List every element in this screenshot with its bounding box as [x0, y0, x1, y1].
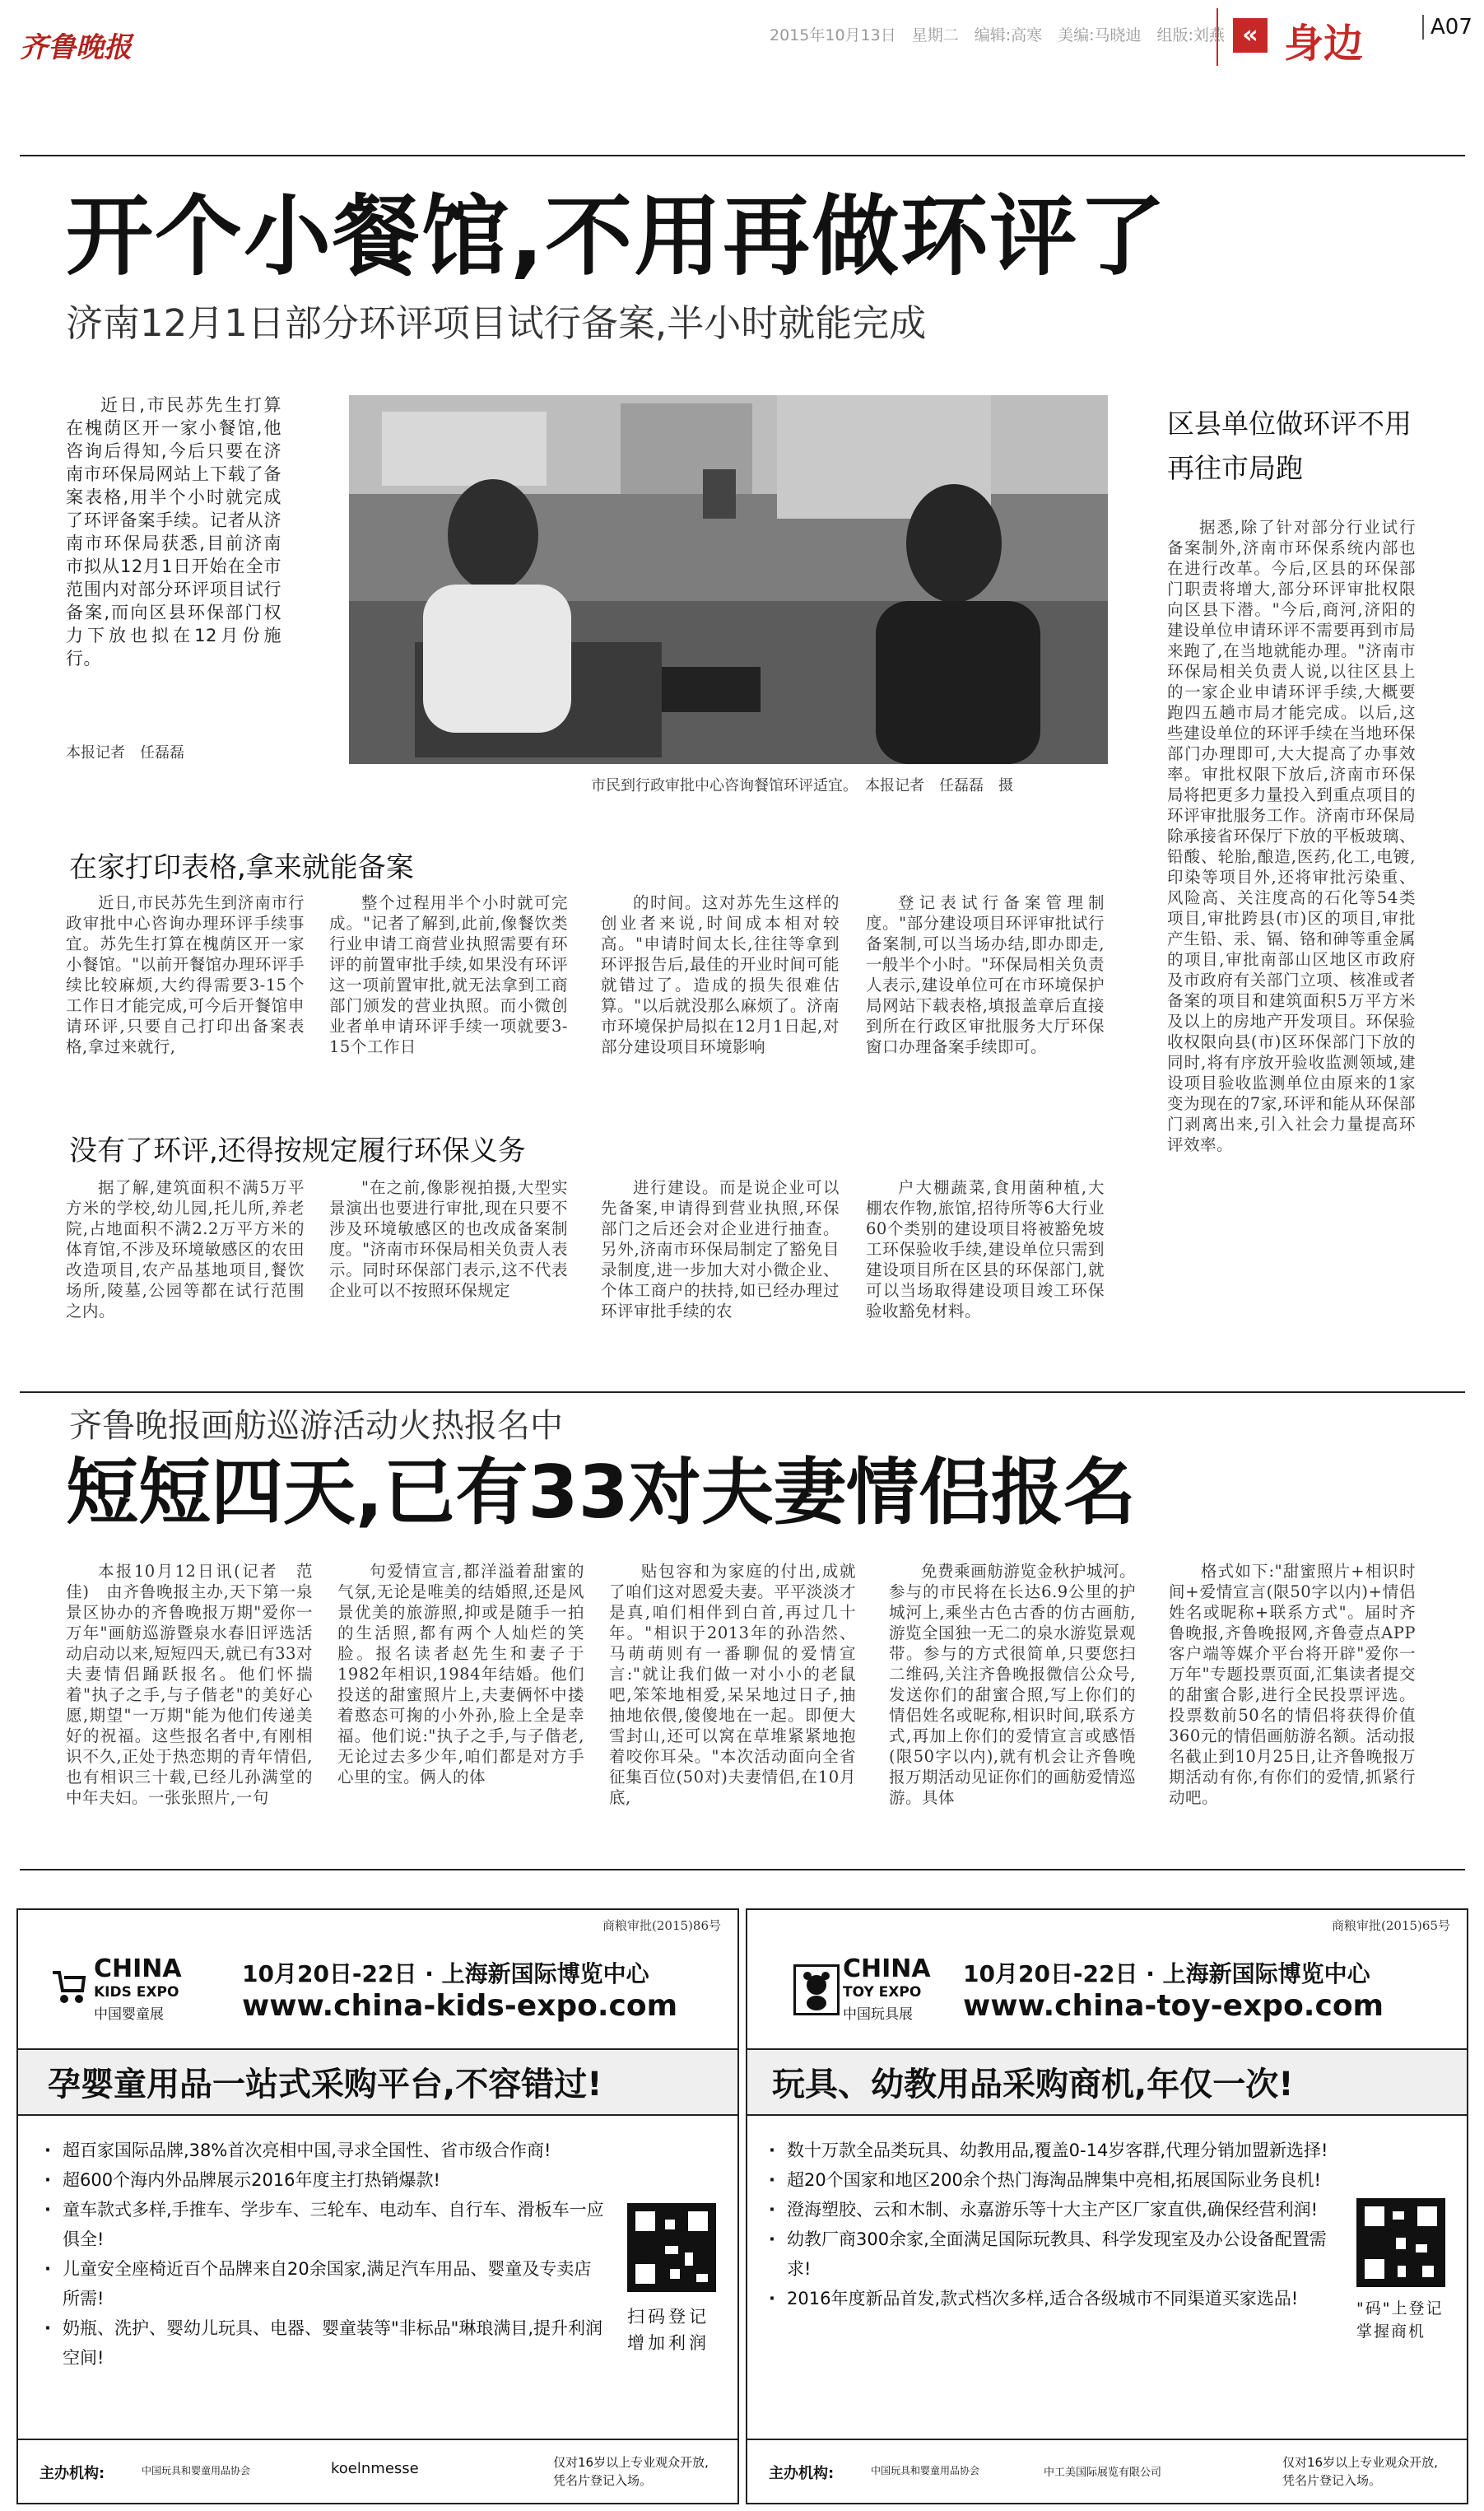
sec2-col-3: [601, 892, 840, 1131]
story2-col-2: [337, 1561, 584, 1857]
subhead: 济南12月1日部分环评项目试行备案,半小时就能完成: [66, 301, 927, 345]
sec3-col-2: [329, 1177, 568, 1375]
ad-kids-expo: [16, 1908, 739, 2504]
sec2-col-4: [866, 892, 1105, 1131]
story2-col-4: [889, 1561, 1136, 1857]
office-scene-image: [349, 395, 1108, 764]
sec2-text-4: 登记表试行备案管理制度。"部分建设项目环评审批试行备案制,可以当场办结,即办即走,一般半个小时。"环保局相关负责人表示,建设单位可在市环境保护局网站下载表格,填报盖章后直接到所在行政区审批服务大厅环保窗口办理备案手续即可。: [866, 893, 1105, 1056]
story2-text-2: 句爱情宣言,都洋溢着甜蜜的气氛,无论是唯美的结婚照,还是风景优美的旅游照,抑或是随手一拍的生活照,都有两个人灿烂的笑脸。报名读者赵先生和妻子于1982年相识,1984年结婚。他们投送的甜蜜照片上,夫妻俩怀中搂着憨态可掬的小外孙,脸上全是幸福。他们说:"执子之手,与子偕老,无论过去多少年,咱们都是对方手心里的宝。俩人的体: [337, 1562, 584, 1787]
story2-headline: 短短四天,已有33对夫妻情侣报名: [66, 1450, 1136, 1535]
logo-text-cn: 中国玩具展: [843, 2006, 913, 2023]
list-item: · 超百家国际品牌,38%首次亮相中国,寻求全国性、省市级合作商!: [40, 2136, 607, 2165]
side-column: [1167, 517, 1416, 1357]
list-item: · 超20个国家和地区200余个热门海淘品牌集中亮相,拓展国际业务良机!: [764, 2165, 1332, 2195]
photo-caption: 市民到行政审批中心咨询餐馆环评适宜。 本报记者 任磊磊 摄: [591, 777, 1013, 794]
qr-caption: 扫码登记增加利润: [627, 2307, 709, 2353]
logo-text-top: CHINA: [94, 1954, 182, 1983]
section-tab: [1217, 8, 1412, 66]
sec3-col-4: [866, 1177, 1105, 1375]
logo-text-mid: TOY EXPO: [843, 1984, 922, 2001]
ad-url[interactable]: www.china-toy-expo.com: [963, 1989, 1384, 2023]
ad-entry-note: 仅对16岁以上专业观众开放,凭名片登记入场。: [1282, 2455, 1438, 2488]
story2-col-3: [609, 1561, 856, 1857]
list-item: · 儿童安全座椅近百个品牌来自20余国家,满足汽车用品、婴童及专卖店所需!: [40, 2254, 607, 2313]
sec3-col-1: [66, 1177, 305, 1375]
story2-text-4: 免费乘画舫游览金秋护城河。参与的市民将在长达6.9公里的护城河上,乘坐古色古香的仿古画舫,游览全国独一无二的泉水游览景观带。参与的方式很简单,只要您扫二维码,关注齐鲁晚报微信公众号,发送你们的甜蜜合照,写上你们的情侣姓名或昵称,相识时间,联系方式,再加上你们的爱情宣言或感悟(限50字以内),就有机会让齐鲁晚报万期活动见证你们的画舫爱情巡游。具体: [889, 1562, 1136, 1807]
list-item: · 童车款式多样,手推车、学步车、三轮车、电动车、自行车、滑板车一应俱全!: [40, 2195, 607, 2254]
ads-rule: [20, 1869, 1465, 1870]
side-text: 据悉,除了针对部分行业试行备案制外,济南市环保系统内部也在进行改革。今后,区县的环保部门职责将增大,部分环评审批权限向区县下潜。"今后,商河,济阳的建设单位申请环评不需要再到市局来跑了,在当地就能办理。"济南市环保局相关负责人说,以往区县上的一家企业申请环评手续,大概要跑四五趟市局才能完成。以后,这些建设单位的环评手续在当地环保部门办理即可,大大提高了办事效率。审批权限下放后,济南市环保局将把更多力量投入到重点项目的环评审批服务工作。济南市环保局除承接省环保厅下放的平板玻璃、铅酸、轮胎,酿造,医药,化工,电镀,印染等项目外,还将审批污染重、风险高、关注度高的石化等54类项目,审批跨县(市)区的项目,审批产生铅、汞、镉、铬和砷等重金属的项目,审批南部山区地区市政府及市政府有关部门立项、核准或者备案的项目和建筑面积5万平方米及以上的房地产开发项目。环保验收权限向县(市)区环保部门下放的同时,将有序放开验收监测领域,建设项目验收监测单位由原来的1家变为现在的7家,环评和能从环保部门剥离出来,引入社会力量提高环评效率。: [1167, 518, 1416, 1154]
ad-slogan: 玩具、幼教用品采购商机,年仅一次!: [772, 2066, 1294, 2103]
story2-col-1: [66, 1561, 313, 1857]
list-item: · 2016年度新品首发,款式档次多样,适合各级城市不同渠道买家选品!: [764, 2284, 1332, 2313]
organizer-2: 中工美国际展览有限公司: [1044, 2467, 1162, 2479]
stroller-icon: [48, 1966, 87, 2006]
sec3-text-2: "在之前,像影视拍摄,大型实景演出也要进行审批,现在只要不涉及环境敏感区的也改成备案制度。"济南市环保局相关负责人表示。同时环保部门表示,这不代表企业可以不按照环保规定: [329, 1178, 568, 1300]
qr-caption: "码"上登记掌握商机: [1356, 2299, 1444, 2341]
section-arrow-icon: «: [1233, 18, 1268, 53]
logo-text-top: CHINA: [843, 1954, 931, 1983]
kids-expo-logo: [48, 1951, 237, 2030]
story2-text-5: 格式如下:"甜蜜照片+相识时间+爱情宣言(限50字以内)+情侣姓名或昵称+联系方式"。届时齐鲁晚报,齐鲁晚报网,齐鲁壹点APP客户端等媒介平台将开辟"爱你一万年"专题投票页面,汇集读者提交的甜蜜合影,进行全民投票评选。投票数前50名的情侣将获得价值360元的情侣画舫游名额。活动报名截止到10月25日,让齐鲁晚报万期活动有你,有你们的爱情,抓紧行动吧。: [1169, 1562, 1416, 1807]
section-title: 身边: [1284, 21, 1364, 67]
sec2-col-2: [329, 892, 568, 1131]
ad-url[interactable]: www.china-kids-expo.com: [242, 1989, 678, 2023]
ad-feature-list: [40, 2136, 607, 2373]
top-rule: [20, 155, 1465, 156]
ad-date-venue: 10月20日-22日 · 上海新国际博览中心: [242, 1960, 649, 1987]
sec3-text-1: 据了解,建筑面积不满5万平方米的学校,幼儿园,托儿所,养老院,占地面积不满2.2万平方米的体育馆,不涉及环境敏感区的农田改造项目,农产品基地项目,餐饮场所,陵墓,公园等都在试行范围之内。: [66, 1178, 305, 1321]
story2-kicker: 齐鲁晚报画舫巡游活动火热报名中: [69, 1407, 563, 1445]
sec2-text-1: 近日,市民苏先生到济南市行政审批中心咨询办理环评手续事宜。苏先生打算在槐荫区开一家小餐馆。"以前开餐馆办理环评手续比较麻烦,大约得需要3-15个工作日才能完成,可今后开餐馆申请环评,只要自己打印出备案表格,拿过来就行,: [66, 893, 305, 1056]
ad-feature-list: [764, 2136, 1332, 2313]
ad-approval-number: 商粮审批(2015)65号: [1332, 1918, 1450, 1933]
section-heading-print-forms: 在家打印表格,拿来就能备案: [69, 851, 414, 884]
ad-entry-note: 仅对16岁以上专业观众开放,凭名片登记入场。: [553, 2455, 709, 2488]
headline: 开个小餐馆,不用再做环评了: [66, 186, 1168, 287]
sec3-text-3: 进行建设。而是说企业可以先备案,申请得到营业执照,环保部门之后还会对企业进行抽查。另外,济南市环保局制定了豁免目录制度,进一步加大对小微企业、个体工商户的扶持,如已经办理过环评审批手续的农: [601, 1178, 840, 1321]
sec2-text-3: 的时间。这对苏先生这样的创业者来说,时间成本相对较高。"申请时间太长,往往等拿到环评报告后,最佳的开业时间可能就错过了。造成的损失很难估算。"以后就没那么麻烦了。济南市环境保护局拟在12月1日起,对部分建设项目环境影响: [601, 893, 840, 1056]
ad-toy-expo: [746, 1908, 1468, 2504]
masthead-logo: 齐鲁晚报: [20, 31, 132, 64]
ad-date-venue: 10月20日-22日 · 上海新国际博览中心: [963, 1960, 1370, 1987]
teddy-bear-icon: [793, 1964, 840, 2015]
byline: 本报记者 任磊磊: [66, 744, 184, 762]
ad-slogan: 孕婴童用品一站式采购平台,不容错过!: [48, 2066, 602, 2103]
story2-col-5: [1169, 1561, 1416, 1857]
sec3-col-3: [601, 1177, 840, 1375]
lead-paragraph: [66, 394, 281, 715]
story2-text-3: 贴包容和为家庭的付出,成就了咱们这对恩爱夫妻。平平淡淡才是真,咱们相伴到白首,再过几十年。"相识于2013年的孙浩然、马萌萌则有一番聊侃的爱情宣言:"就让我们做一对小小的老鼠吧,笨笨地相爱,呆呆地过日子,抽抽地依偎,傻傻地在一起。即便大雪封山,还可以窝在草堆紧紧地抱着咬你耳朵。"本次活动面向全省征集百位(50对)夫妻情侣,在10月底,: [609, 1562, 856, 1807]
lead-text: 近日,市民苏先生打算在槐荫区开一家小餐馆,他咨询后得知,今后只要在济南市环保局网站上下载了备案表格,用半个小时就完成了环评备案手续。记者从济南市环保局获悉,目前济南市拟从12月1日开始在全市范围内对部分环评项目试行备案,而向区县环保部门权力下放也拟在12月份施行。: [66, 395, 281, 669]
list-item: · 数十万款全品类玩具、幼教用品,覆盖0-14岁客群,代理分销加盟新选择!: [764, 2136, 1332, 2165]
page-number: A07: [1422, 15, 1472, 40]
organizer-label: 主办机构:: [769, 2465, 835, 2482]
ad-approval-number: 商粮审批(2015)86号: [602, 1918, 721, 1933]
sec2-text-2: 整个过程用半个小时就可完成。"记者了解到,此前,像餐饮类行业申请工商营业执照需要有环评的前置审批手续,如果没有环评这一项前置审批,就无法拿到工商部门颁发的营业执照。而小微创业者单申请环评手续一项就要3-15个工作日: [329, 893, 568, 1056]
story2-text-1: 本报10月12日讯(记者 范佳) 由齐鲁晚报主办,天下第一泉景区协办的齐鲁晚报万期"爱你一万年"画舫巡游暨泉水春旧评选活动启动以来,短短四天,就已有33对夫妻情侣踊跃报名。他们怀揣着"执子之手,与子偕老"的美好心愿,期望"一万期"能为他们传递美好的祝福。这些报名者中,有刚相识不久,正处于热恋期的青年情侣,也有相识三十载,已经儿孙满堂的中年夫妇。一张张照片,一句: [66, 1562, 313, 1807]
organizer-2: koelnmesse: [331, 2460, 419, 2477]
section-heading-obligations: 没有了环评,还得按规定履行环保义务: [69, 1134, 526, 1167]
organizer-1: 中国玩具和婴童用品协会: [871, 2465, 980, 2476]
qr-code-icon[interactable]: [1356, 2198, 1445, 2287]
issue-meta: 2015年10月13日 星期二 编辑:高寒 美编:马晓迪 组版:刘燕: [770, 26, 1225, 44]
qr-code-icon[interactable]: [627, 2203, 716, 2292]
logo-text-mid: KIDS EXPO: [94, 1984, 179, 2001]
list-item: · 澄海塑胶、云和木制、永嘉游乐等十大主产区厂家直供,确保经营利润!: [764, 2195, 1332, 2224]
side-heading: 区县单位做环评不用再往市局跑: [1167, 408, 1412, 484]
mid-rule: [20, 1391, 1465, 1393]
list-item: · 幼教厂商300余家,全面满足国际玩教具、科学发现室及办公设备配置需求!: [764, 2224, 1332, 2284]
logo-text-cn: 中国婴童展: [94, 2006, 164, 2023]
organizer-1: 中国玩具和婴童用品协会: [142, 2465, 251, 2476]
sec2-col-1: [66, 892, 305, 1131]
sec3-text-4: 户大棚蔬菜,食用菌种植,大棚农作物,旅馆,招待所等6大行业60个类别的建设项目将被豁免坡工环保验收手续,建设单位只需到建设项目所在区县的环保部门,就可以当场取得建设项目竣工环保验收豁免材料。: [866, 1178, 1105, 1321]
list-item: · 奶瓶、洗护、婴幼儿玩具、电器、婴童装等"非标品"琳琅满目,提升利润空间!: [40, 2313, 607, 2373]
news-photo: [349, 395, 1108, 764]
list-item: · 超600个海内外品牌展示2016年度主打热销爆款!: [40, 2165, 607, 2195]
organizer-label: 主办机构:: [40, 2465, 105, 2482]
toy-expo-logo: [793, 1951, 958, 2030]
